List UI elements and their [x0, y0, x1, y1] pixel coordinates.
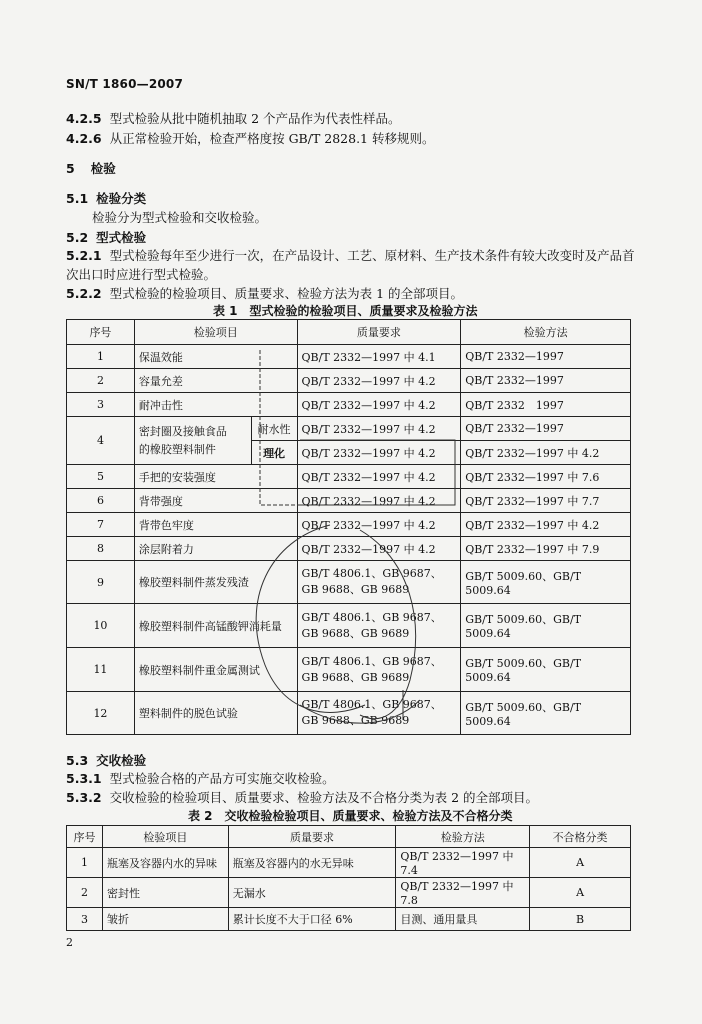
requirement-cell: QB/T 2332—1997 中 4.2 [297, 441, 461, 465]
table-1 [66, 319, 631, 735]
table-2-caption: 表 2 交收检验检验项目、质量要求、检验方法及不合格分类 [188, 809, 513, 823]
row-number: 5 [67, 465, 135, 489]
method-cell: QB/T 2332—1997 中 4.2 [461, 441, 631, 465]
row-number: 4 [67, 417, 135, 465]
clause-number: 5.3.1 [66, 771, 102, 786]
header-cell: 检验方法 [396, 826, 530, 848]
requirement-line: GB/T 4806.1、GB 9687、 [301, 610, 442, 624]
method-cell: QB/T 2332—1997 [461, 345, 631, 369]
table-2 [66, 825, 631, 931]
clause-number: 5.2.1 [66, 248, 102, 263]
item-line: 的橡胶塑料制件 [138, 442, 216, 456]
table-row [67, 878, 631, 908]
table-row [67, 489, 631, 513]
row-number: 3 [67, 393, 135, 417]
requirement-cell: 无漏水 [228, 878, 396, 908]
requirement-cell: QB/T 2332—1997 中 4.2 [297, 489, 461, 513]
row-number: 1 [67, 848, 103, 878]
method-cell: QB/T 2332—1997 [461, 369, 631, 393]
standard-code: SN/T 1860—2007 [66, 77, 184, 91]
item-cell: 耐冲击性 [134, 393, 297, 417]
clause-text: 型式检验从批中随机抽取 2 个产品作为代表性样品。 [109, 111, 401, 126]
section-number: 5.1 [66, 191, 89, 206]
method-cell: QB/T 2332—1997 [461, 417, 631, 441]
table-row [67, 908, 631, 931]
header-cell: 检验项目 [102, 826, 228, 848]
header-cell: 检验方法 [461, 320, 631, 345]
requirement-cell: 累计长度不大于口径 6% [228, 908, 396, 931]
classification-cell: A [530, 878, 631, 908]
table-row [67, 692, 631, 735]
item-cell: 橡胶塑料制件蒸发残渣 [134, 561, 297, 604]
item-cell: 塑料制件的脱色试验 [134, 692, 297, 735]
item-cell: 背带色牢度 [134, 513, 297, 537]
clause-5-3-1 [66, 769, 335, 787]
section-title: 交收检验 [96, 753, 147, 768]
sub-item-cell: 理化 [251, 441, 297, 465]
table-header-row [67, 320, 631, 345]
requirement-cell [297, 648, 461, 692]
clause-text: 型式检验的检验项目、质量要求、检验方法为表 1 的全部项目。 [109, 286, 463, 301]
item-cell: 背带强度 [134, 489, 297, 513]
requirement-cell: 瓶塞及容器内的水无异味 [228, 848, 396, 878]
row-number: 6 [67, 489, 135, 513]
section-number: 5.2 [66, 230, 89, 245]
section-5-3-heading [66, 751, 146, 769]
requirement-cell: QB/T 2332—1997 中 4.2 [297, 465, 461, 489]
requirement-cell [297, 692, 461, 735]
header-cell: 质量要求 [297, 320, 461, 345]
item-cell: 容量允差 [134, 369, 297, 393]
row-number: 3 [67, 908, 103, 931]
method-cell: QB/T 2332—1997 中 7.6 [461, 465, 631, 489]
section-number: 5.3 [66, 753, 89, 768]
table-row [67, 345, 631, 369]
item-line: 密封圈及接触食品 [138, 424, 227, 438]
row-number: 9 [67, 561, 135, 604]
method-cell: QB/T 2332—1997 中 7.7 [461, 489, 631, 513]
clause-4-2-5 [66, 109, 401, 127]
clause-number: 4.2.6 [66, 131, 102, 146]
table-row [67, 561, 631, 604]
requirement-cell [297, 561, 461, 604]
item-cell: 涂层附着力 [134, 537, 297, 561]
row-number: 2 [67, 369, 135, 393]
row-number: 8 [67, 537, 135, 561]
clause-5-1-text: 检验分为型式检验和交收检验。 [92, 210, 268, 225]
item-cell: 皱折 [102, 908, 228, 931]
requirement-cell: QB/T 2332—1997 中 4.2 [297, 369, 461, 393]
method-cell: QB/T 2332—1997 中 7.4 [396, 848, 530, 878]
classification-cell: A [530, 848, 631, 878]
header-cell: 序号 [67, 826, 103, 848]
method-cell: GB/T 5009.60、GB/T 5009.64 [461, 604, 631, 648]
header-cell: 不合格分类 [530, 826, 631, 848]
method-cell: QB/T 2332—1997 中 4.2 [461, 513, 631, 537]
requirement-cell: QB/T 2332—1997 中 4.2 [297, 537, 461, 561]
method-cell: GB/T 5009.60、GB/T 5009.64 [461, 648, 631, 692]
table-row [67, 848, 631, 878]
table-header-row [67, 826, 631, 848]
requirement-line: GB/T 4806.1、GB 9687、 [301, 698, 442, 711]
table-row [67, 369, 631, 393]
section-5-2-heading [66, 228, 146, 246]
row-number: 11 [67, 648, 135, 692]
item-cell: 保温效能 [134, 345, 297, 369]
table-row [67, 648, 631, 692]
clause-number: 5.3.2 [66, 790, 102, 805]
page-number: 2 [66, 936, 73, 949]
requirement-cell [297, 604, 461, 648]
classification-cell: B [530, 908, 631, 931]
row-number: 1 [67, 345, 135, 369]
item-cell: 橡胶塑料制件重金属测试 [134, 648, 297, 692]
clause-number: 4.2.5 [66, 111, 102, 126]
clause-text: 型式检验每年至少进行一次，在产品设计、工艺、原材料、生产技术条件有较大改变时及产品首 [109, 248, 635, 263]
table-row [67, 465, 631, 489]
table-row [67, 513, 631, 537]
method-cell: QB/T 2332 1997 [461, 393, 631, 417]
method-cell: GB/T 5009.60、GB/T 5009.64 [461, 561, 631, 604]
item-cell [134, 417, 251, 465]
item-cell: 手把的安装强度 [134, 465, 297, 489]
requirement-line: GB/T 4806.1、GB 9687、 [301, 567, 442, 580]
requirement-cell: QB/T 2332—1997 中 4.1 [297, 345, 461, 369]
clause-text: 交收检验的检验项目、质量要求、检验方法及不合格分类为表 2 的全部项目。 [109, 790, 538, 805]
clause-number: 5.2.2 [66, 286, 102, 301]
row-number: 10 [67, 604, 135, 648]
requirement-cell: QB/T 2332—1997 中 4.2 [297, 513, 461, 537]
row-number: 2 [67, 878, 103, 908]
clause-5-2-2 [66, 284, 463, 302]
method-cell: 目测、通用量具 [396, 908, 530, 931]
method-cell: GB/T 5009.60、GB/T 5009.64 [461, 692, 631, 735]
item-cell: 密封性 [102, 878, 228, 908]
section-5-1-heading [66, 189, 146, 207]
requirement-line: GB/T 4806.1、GB 9687、 [301, 654, 442, 668]
requirement-line: GB 9688、GB 9689 [301, 583, 410, 596]
requirement-line: GB 9688、GB 9689 [301, 626, 410, 640]
section-title: 检验 [90, 161, 116, 176]
header-cell: 检验项目 [134, 320, 297, 345]
clause-5-3-2 [66, 788, 538, 806]
requirement-line: GB 9688、GB 9689 [301, 670, 410, 684]
method-cell: QB/T 2332—1997 中 7.9 [461, 537, 631, 561]
table-row [67, 417, 631, 441]
row-number: 12 [67, 692, 135, 735]
item-cell: 橡胶塑料制件高锰酸钾消耗量 [134, 604, 297, 648]
clause-4-2-6 [66, 129, 434, 147]
requirement-cell: QB/T 2332—1997 中 4.2 [297, 393, 461, 417]
table-row [67, 604, 631, 648]
requirement-cell: QB/T 2332—1997 中 4.2 [297, 417, 461, 441]
item-cell: 瓶塞及容器内水的异味 [102, 848, 228, 878]
row-number: 7 [67, 513, 135, 537]
table-row [67, 537, 631, 561]
header-cell: 序号 [67, 320, 135, 345]
table-1-caption: 表 1 型式检验的检验项目、质量要求及检验方法 [213, 304, 478, 318]
method-cell: QB/T 2332—1997 中 7.8 [396, 878, 530, 908]
clause-text: 型式检验合格的产品方可实施交收检验。 [109, 771, 335, 786]
section-title: 检验分类 [96, 191, 147, 206]
table-row [67, 393, 631, 417]
section-title: 型式检验 [96, 230, 147, 245]
clause-5-2-1 [66, 246, 635, 264]
clause-5-2-1-continued: 次出口时应进行型式检验。 [66, 267, 217, 282]
header-cell: 质量要求 [228, 826, 396, 848]
requirement-line: GB 9688、GB 9689 [301, 714, 410, 727]
sub-item-cell: 耐水性 [251, 417, 297, 441]
clause-text: 从正常检验开始，检查严格度按 GB/T 2828.1 转移规则。 [109, 131, 435, 146]
section-number: 5 [66, 161, 75, 176]
section-5-heading [66, 159, 116, 177]
